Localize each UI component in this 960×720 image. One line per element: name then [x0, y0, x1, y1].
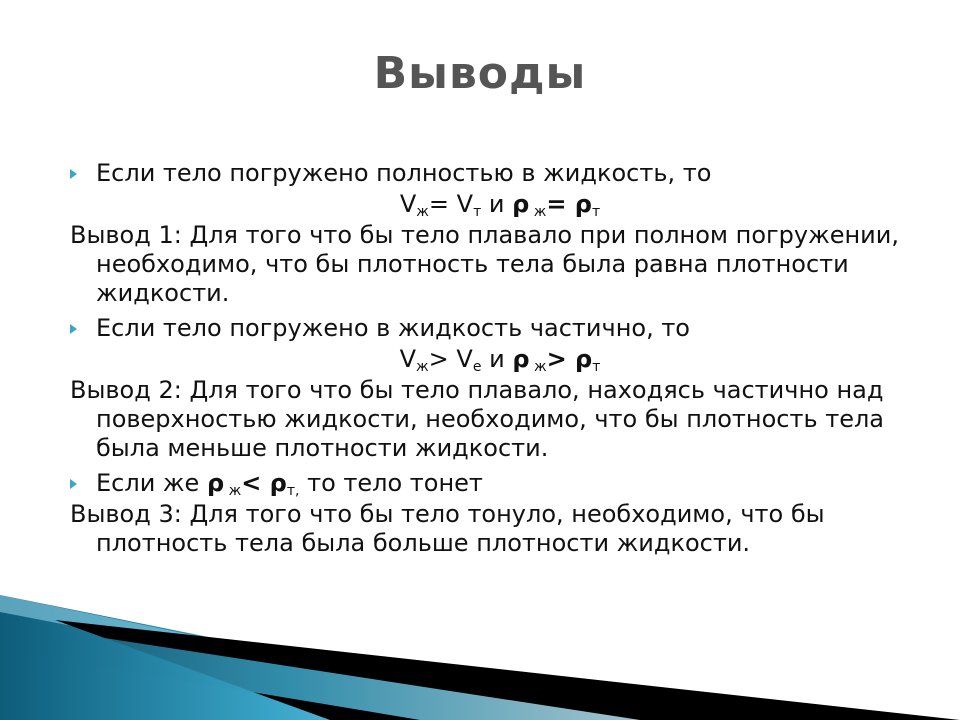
conclusion-2: Вывод 2: Для того что бы тело плавало, находясь частично над поверхностью жидкости, необходимо, что бы плотность тела была меньше плотности жидкости. [70, 376, 885, 462]
formula-symbol: = V [428, 190, 474, 218]
formula-symbol: < ρ [241, 469, 287, 497]
formula-subscript: ж [529, 204, 547, 220]
formula-symbol: = ρ [546, 190, 592, 218]
formula-subscript: ж [416, 204, 429, 220]
formula-subscript: е [472, 359, 482, 375]
formula-symbol: ρ [206, 469, 225, 497]
formula-conjunction: и [481, 190, 513, 218]
formula-symbol: ρ [512, 190, 530, 218]
formula-subscript: ж [529, 359, 547, 375]
bullet-arrow-icon [70, 479, 77, 489]
decorative-swoosh [0, 560, 960, 720]
bullet-item-2 [70, 314, 930, 343]
formula-2 [70, 345, 930, 374]
bullet-text-2: Если тело погружено в жидкость частично, то [96, 314, 690, 342]
formula-symbol: V [399, 345, 417, 373]
conclusion-3: Вывод 3: Для того что бы тело тонуло, необходимо, что бы плотность тела была больше плотности жидкости. [70, 500, 825, 557]
formula-subscript: ж [416, 359, 429, 375]
bullet-arrow-icon [70, 169, 77, 179]
formula-subscript: т [591, 204, 601, 220]
slide-body [70, 153, 930, 558]
slide-title: Выводы [373, 48, 587, 99]
formula-conjunction: и [481, 345, 513, 373]
formula-1 [70, 190, 930, 219]
formula-symbol: > ρ [546, 345, 593, 373]
bullet-arrow-icon [70, 324, 77, 334]
formula-subscript: т [473, 204, 482, 220]
bullet-text-1: Если тело погружено полностью в жидкость, то [96, 159, 712, 187]
formula-subscript: т, [286, 483, 300, 499]
formula-symbol: V [399, 190, 417, 218]
bullet-text-3-suffix: то тело тонет [299, 469, 483, 497]
bullet-item-1 [70, 159, 930, 188]
formula-symbol: > V [428, 345, 473, 373]
formula-subscript: ж [224, 483, 242, 499]
conclusion-1: Вывод 1: Для того что бы тело плавало при полном погружении, необходимо, что бы плотность тела была равна плотности жидкости. [70, 221, 899, 307]
bullet-item-3 [70, 469, 930, 498]
formula-symbol: ρ [512, 345, 530, 373]
formula-subscript: т [592, 359, 601, 375]
bullet-text-3: Если же [96, 469, 207, 497]
